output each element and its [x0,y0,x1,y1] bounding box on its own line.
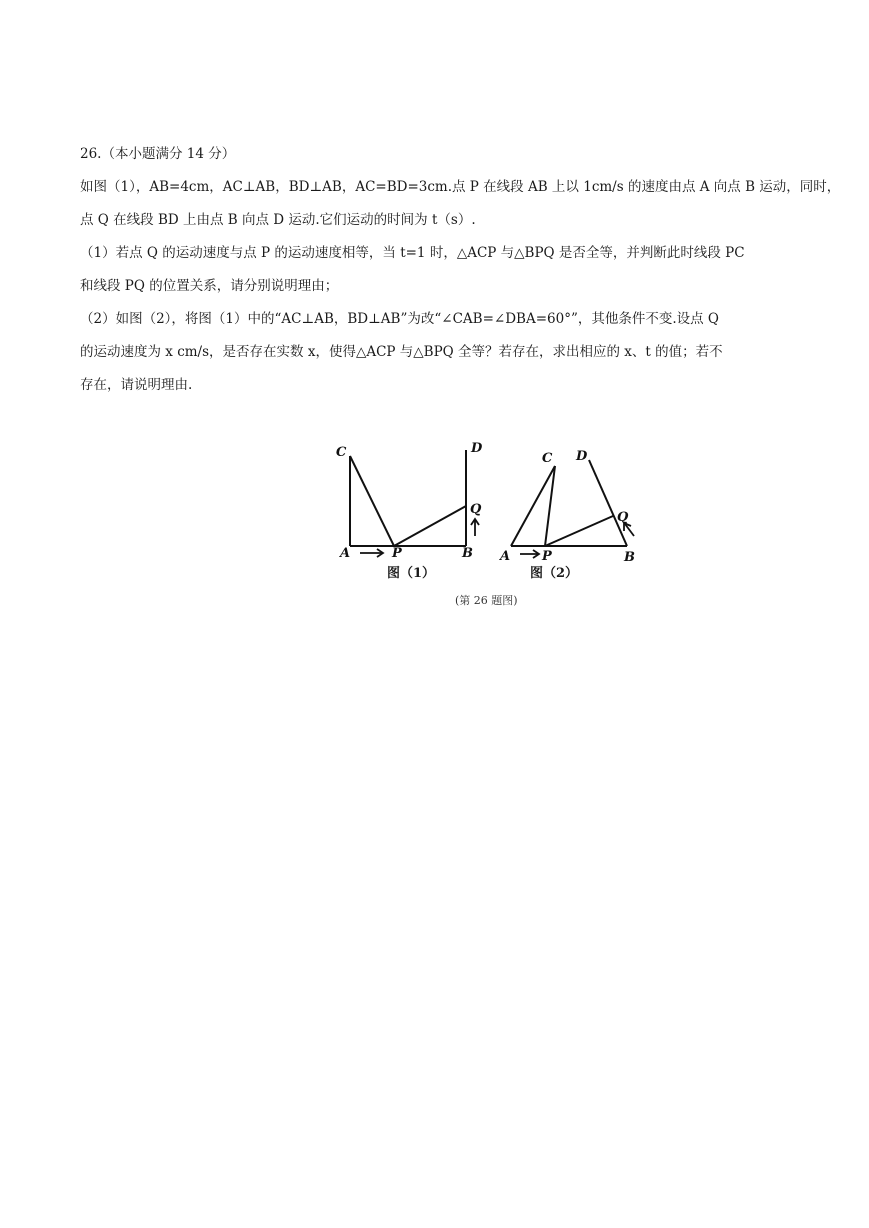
segment-cp [545,466,555,546]
geometry-figures [330,436,660,586]
segment-cp [350,456,394,546]
problem-line: 和线段 PQ 的位置关系，请分别说明理由； [80,278,339,294]
segment-ac [511,466,555,546]
fig2-label-d: D [576,449,588,464]
fig1-label-b: B [462,546,473,561]
segment-pq [545,516,613,546]
problem-line: 存在，请说明理由. [80,377,193,393]
problem-line: （1）若点 Q 的运动速度与点 P 的运动速度相等，当 t=1 时，△ACP 与△BPQ 是否全等，并判断此时线段 PC [80,245,745,261]
problem-26 [80,138,841,402]
problem-line: 点 Q 在线段 BD 上由点 B 向点 D 运动.它们运动的时间为 t（s）. [80,212,476,228]
figures-svg [330,436,660,586]
figure-2 [511,460,634,558]
fig1-label-d: D [471,441,483,456]
figure-caption: (第 26 题图) [455,594,518,607]
problem-line: 如图（1），AB=4cm，AC⊥AB，BD⊥AB，AC=BD=3cm.点 P 在线段 AB 上以 1cm/s 的速度由点 A 向点 B 运动，同时， [80,179,841,195]
fig1-label-q: Q [470,502,482,517]
fig1-label-c: C [336,445,347,460]
fig2-label-b: B [624,550,635,565]
fig1-label-a: A [340,546,351,561]
figure-1 [350,450,479,557]
figure-2-caption: 图（2） [530,566,579,581]
figure-1-caption: 图（1） [387,566,436,581]
fig2-label-a: A [500,549,511,564]
fig1-label-p: P [392,546,402,561]
problem-header: 26.（本小题满分 14 分） [80,146,236,162]
fig2-label-c: C [542,451,553,466]
fig2-label-q: Q [617,510,629,525]
segment-bd [589,460,627,546]
problem-line: （2）如图（2），将图（1）中的“AC⊥AB，BD⊥AB”为改“∠CAB=∠DBA=60°”，其他条件不变.设点 Q [80,311,719,327]
problem-line: 的运动速度为 x cm/s，是否存在实数 x，使得△ACP 与△BPQ 全等？若存在，求出相应的 x、t 的值；若不 [80,344,723,360]
fig2-label-p: P [542,549,552,564]
segment-pq [394,506,466,546]
